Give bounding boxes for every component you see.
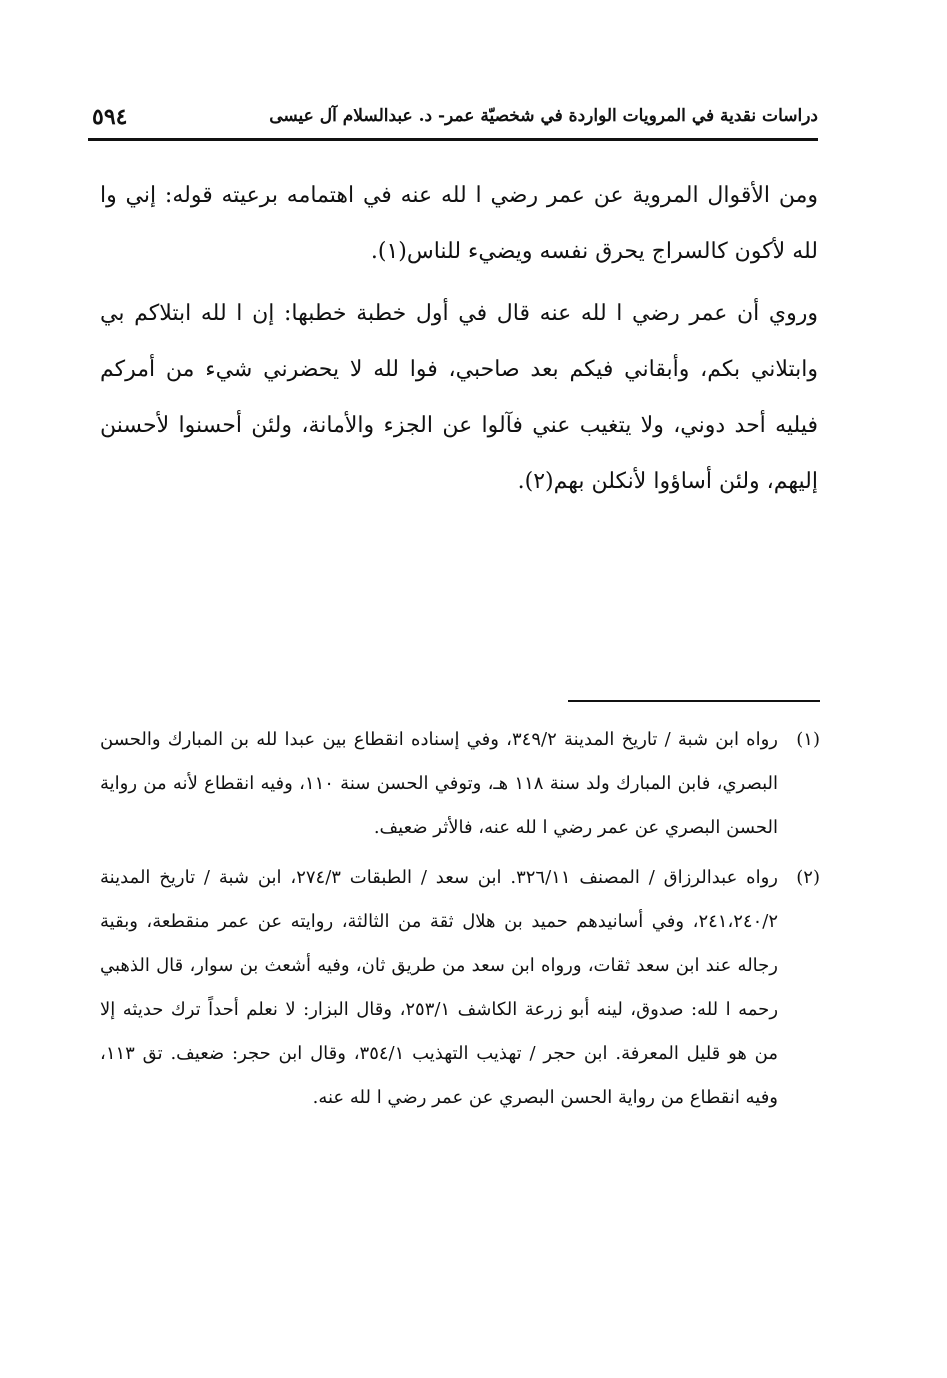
running-header [88, 104, 818, 138]
footnote-number: (١) [796, 729, 820, 750]
footnote [100, 856, 820, 1120]
footnotes [100, 718, 820, 1126]
header-title: دراسات نقدية في المرويات الواردة في شخصيّة عمر- د. عبدالسلام آل عيسى [269, 106, 818, 126]
footnote-number: (٢) [796, 867, 820, 888]
footnote-text: رواه عبدالرزاق / المصنف ٣٢٦/١١. ابن سعد / الطبقات ٢٧٤/٣، ابن شبة / تاريخ المدينة ٢٤١،٢٤٠/٢، وفي أسانيدهم حميد بن هلال ثقة من الثالثة، روايته عن عمر منقطعة، وبقية رجاله عند ابن سعد ثقات، ورواه ابن سعد من طريق ثان، وفيه أشعث بن سوار، قال الذهبي رحمه ا لله: صدوق، لينه أبو زرعة الكاشف ٢٥٣/١، وقال البزار: لا نعلم أحداً ترك حديثه إلا من هو قليل المعرفة. ابن حجر / تهذيب التهذيب ٣٥٤/١، وقال ابن حجر: ضعيف. تق ١١٣، وفيه انقطاع من رواية الحسن البصري عن عمر رضي ا لله عنه. [100, 867, 779, 1108]
paragraph: ومن الأقوال المروية عن عمر رضي ا لله عنه في اهتمامه برعيته قوله: إني وا لله لأكون كالسراج يحرق نفسه ويضيء للناس(١). [100, 183, 818, 264]
footnote-text: رواه ابن شبة / تاريخ المدينة ٣٤٩/٢، وفي إسناده انقطاع بين عبدا لله بن المبارك والحسن البصري، فابن المبارك ولد سنة ١١٨ هـ، وتوفي الحسن سنة ١١٠، وفيه انقطاع لأنه من رواية الحسن البصري عن عمر رضي ا لله عنه، فالأثر ضعيف. [100, 729, 779, 838]
footnote-separator [568, 700, 820, 702]
paragraph: وروي أن عمر رضي ا لله عنه قال في أول خطبة خطبها: إن ا لله ابتلاكم بي وابتلاني بكم، وأبقاني فيكم بعد صاحبي، فوا لله لا يحضرني شيء من أمركم فيليه أحد دوني، ولا يتغيب عني فآلوا عن الجزء والأمانة، ولئن أحسنوا لأحسنن إليهم، ولئن أساؤوا لأنكلن بهم(٢). [100, 301, 818, 494]
header-rule [88, 138, 818, 141]
page-number: ٥٩٤ [92, 104, 128, 130]
main-text [100, 168, 818, 516]
footnote [100, 718, 820, 850]
